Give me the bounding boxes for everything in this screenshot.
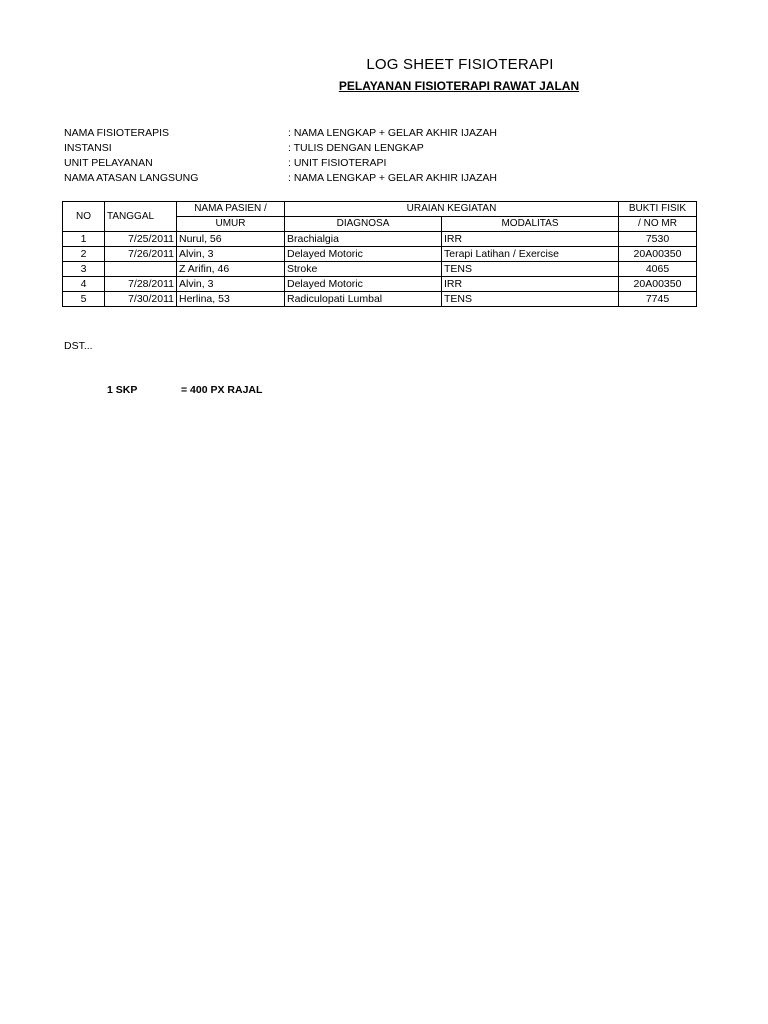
cell-bukti: 7745 — [619, 292, 697, 307]
cell-modalitas: IRR — [442, 232, 619, 247]
header-modalitas: MODALITAS — [442, 217, 619, 232]
skp-label: 1 SKP — [107, 384, 138, 396]
cell-tanggal: 7/28/2011 — [105, 277, 177, 292]
cell-tanggal: 7/30/2011 — [105, 292, 177, 307]
cell-modalitas: Terapi Latihan / Exercise — [442, 247, 619, 262]
page-subtitle: PELAYANAN FISIOTERAPI RAWAT JALAN — [338, 79, 580, 93]
cell-modalitas: TENS — [442, 292, 619, 307]
cell-bukti: 20A00350 — [619, 247, 697, 262]
log-table — [62, 201, 697, 307]
table-row — [63, 292, 697, 307]
dst-note: DST... — [64, 340, 93, 352]
cell-modalitas: TENS — [442, 262, 619, 277]
table-row — [63, 232, 697, 247]
info-value: : UNIT FISIOTERAPI — [288, 157, 387, 169]
header-umur: UMUR — [177, 217, 285, 232]
cell-tanggal: 7/25/2011 — [105, 232, 177, 247]
info-row-atasan — [64, 171, 664, 186]
table-row — [63, 247, 697, 262]
cell-diagnosa: Delayed Motoric — [285, 247, 442, 262]
info-row-fisioterapis — [64, 126, 664, 141]
info-section — [64, 126, 664, 186]
header-no: NO — [63, 202, 105, 232]
cell-nama: Alvin, 3 — [177, 277, 285, 292]
header-uraian-kegiatan: URAIAN KEGIATAN — [285, 202, 619, 217]
header-diagnosa: DIAGNOSA — [285, 217, 442, 232]
cell-diagnosa: Brachialgia — [285, 232, 442, 247]
cell-no: 2 — [63, 247, 105, 262]
cell-tanggal: 7/26/2011 — [105, 247, 177, 262]
info-value: : NAMA LENGKAP + GELAR AKHIR IJAZAH — [288, 172, 498, 184]
cell-nama: Herlina, 53 — [177, 292, 285, 307]
info-label: NAMA FISIOTERAPIS — [64, 127, 170, 139]
page-title: LOG SHEET FISIOTERAPI — [366, 56, 554, 73]
info-value: : NAMA LENGKAP + GELAR AKHIR IJAZAH — [288, 127, 498, 139]
cell-diagnosa: Stroke — [285, 262, 442, 277]
header-bukti-fisik: BUKTI FISIK — [619, 202, 697, 217]
table-header-row — [63, 202, 697, 217]
cell-diagnosa: Radiculopati Lumbal — [285, 292, 442, 307]
cell-diagnosa: Delayed Motoric — [285, 277, 442, 292]
cell-nama: Alvin, 3 — [177, 247, 285, 262]
header-no-mr: / NO MR — [619, 217, 697, 232]
cell-no: 3 — [63, 262, 105, 277]
info-value: : TULIS DENGAN LENGKAP — [288, 142, 424, 154]
info-row-instansi — [64, 141, 664, 156]
cell-tanggal — [105, 262, 177, 277]
info-label: UNIT PELAYANAN — [64, 157, 153, 169]
info-label: NAMA ATASAN LANGSUNG — [64, 172, 199, 184]
cell-modalitas: IRR — [442, 277, 619, 292]
info-label: INSTANSI — [64, 142, 112, 154]
header-tanggal: TANGGAL — [105, 202, 177, 232]
cell-bukti: 7530 — [619, 232, 697, 247]
cell-bukti: 4065 — [619, 262, 697, 277]
cell-no: 1 — [63, 232, 105, 247]
info-row-unit-pelayanan — [64, 156, 664, 171]
cell-nama: Z Arifin, 46 — [177, 262, 285, 277]
cell-no: 5 — [63, 292, 105, 307]
skp-value: = 400 PX RAJAL — [181, 384, 263, 396]
cell-nama: Nurul, 56 — [177, 232, 285, 247]
cell-no: 4 — [63, 277, 105, 292]
table-row — [63, 262, 697, 277]
table-row — [63, 277, 697, 292]
header-nama-pasien: NAMA PASIEN / — [177, 202, 285, 217]
cell-bukti: 20A00350 — [619, 277, 697, 292]
